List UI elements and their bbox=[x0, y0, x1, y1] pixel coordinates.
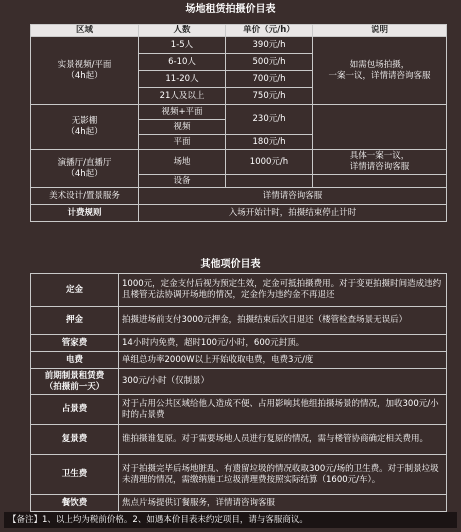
fee-label: 管家费 bbox=[31, 335, 119, 352]
table1-title: 场地租赁拍摄价目表 bbox=[185, 4, 276, 15]
note-empty bbox=[313, 105, 447, 150]
fee-label: 前期制景租赁费 （拍摄前一天） bbox=[31, 369, 119, 395]
fee-value: 谁拍摄谁复原。对于需要场地人员进行复原的情况，需与楼管协商确定相关费用。 bbox=[119, 425, 447, 455]
fee-label: 复景费 bbox=[31, 425, 119, 455]
price-cell: 180元/h bbox=[226, 135, 313, 150]
fee-value: 1000元，定金支付后视为预定生效，定金可抵拍摄费用。对于变更拍摄时间造成违约且楼管无法协调开场地的情况，定金作为违约金不再退还 bbox=[119, 274, 447, 307]
header-price: 单价（元/h） bbox=[226, 25, 313, 37]
price-cell: 1000元/h bbox=[226, 150, 313, 175]
fee-label: 卫生费 bbox=[31, 455, 119, 495]
header-area: 区域 bbox=[31, 25, 139, 37]
people-cell: 设备 bbox=[139, 175, 226, 188]
area-live-scene: 实景视频/平面 （4h起） bbox=[31, 37, 139, 105]
other-fees-table bbox=[30, 273, 447, 512]
fee-value: 300元/小时（仅制景） bbox=[119, 369, 447, 395]
people-cell: 11-20人 bbox=[139, 71, 226, 88]
people-cell: 6-10人 bbox=[139, 54, 226, 71]
header-note: 说明 bbox=[313, 25, 447, 37]
people-cell: 视频+平面 bbox=[139, 105, 226, 120]
people-cell: 场地 bbox=[139, 150, 226, 175]
price-cell: 500元/h bbox=[226, 54, 313, 71]
fee-value: 对于占用公共区域给他人造成不便、占用影响其他组拍摄场景的情况，加收300元/小时的占景费 bbox=[119, 395, 447, 425]
people-cell: 平面 bbox=[139, 135, 226, 150]
design-service-label: 美术设计/置景服务 bbox=[31, 188, 139, 205]
fee-value: 14小时内免费，超时100元/小时，600元封顶。 bbox=[119, 335, 447, 352]
footer-note: 【备注】1、以上均为税前价格。2、如遇本价目表未约定项目，请与客服商议。 bbox=[4, 512, 457, 528]
table2-title: 其他项价目表 bbox=[200, 259, 261, 270]
price-cell: 230元/h bbox=[226, 105, 313, 135]
area-broadcast-hall: 演播厅/直播厅 （4h起） bbox=[31, 150, 139, 188]
fee-label: 占景费 bbox=[31, 395, 119, 425]
area-shadowless-studio: 无影棚 （4h起） bbox=[31, 105, 139, 150]
fee-label: 押金 bbox=[31, 307, 119, 335]
fee-value: 拍摄进场前支付3000元押金，拍摄结束后次日退还（楼管检查场景无误后） bbox=[119, 307, 447, 335]
note-live-scene: 如需包场拍摄， 一案一议，详情请咨询客服 bbox=[313, 37, 447, 105]
design-service-value: 详情请咨询客服 bbox=[139, 188, 447, 205]
fee-label: 电费 bbox=[31, 352, 119, 369]
people-cell: 视频 bbox=[139, 120, 226, 135]
billing-rule-label: 计费规则 bbox=[31, 205, 139, 222]
price-cell: 750元/h bbox=[226, 88, 313, 105]
note-broadcast-hall: 具体一案一议， 详情请咨询客服 bbox=[313, 150, 447, 175]
price-cell: 390元/h bbox=[226, 37, 313, 54]
fee-label: 餐饮费 bbox=[31, 495, 119, 512]
people-cell: 1-5人 bbox=[139, 37, 226, 54]
fee-value: 单组总功率2000W以上开始收取电费，电费3元/度 bbox=[119, 352, 447, 369]
price-cell: 700元/h bbox=[226, 71, 313, 88]
note-empty bbox=[313, 175, 447, 188]
fee-value: 焦点片场提供订餐服务，详情请咨询客服 bbox=[119, 495, 447, 512]
fee-label: 定金 bbox=[31, 274, 119, 307]
fee-value: 对于拍摄完毕后场地脏乱、有遗留垃圾的情况收取300元/场的卫生费。对于制景垃圾未清理的情况，需缴纳施工垃圾清理费按照实际结算（1600元/车）。 bbox=[119, 455, 447, 495]
billing-rule-value: 入场开始计时，拍摄结束停止计时 bbox=[139, 205, 447, 222]
header-people: 人数 bbox=[139, 25, 226, 37]
price-empty bbox=[226, 175, 313, 188]
rental-price-table bbox=[30, 24, 447, 222]
people-cell: 21人及以上 bbox=[139, 88, 226, 105]
